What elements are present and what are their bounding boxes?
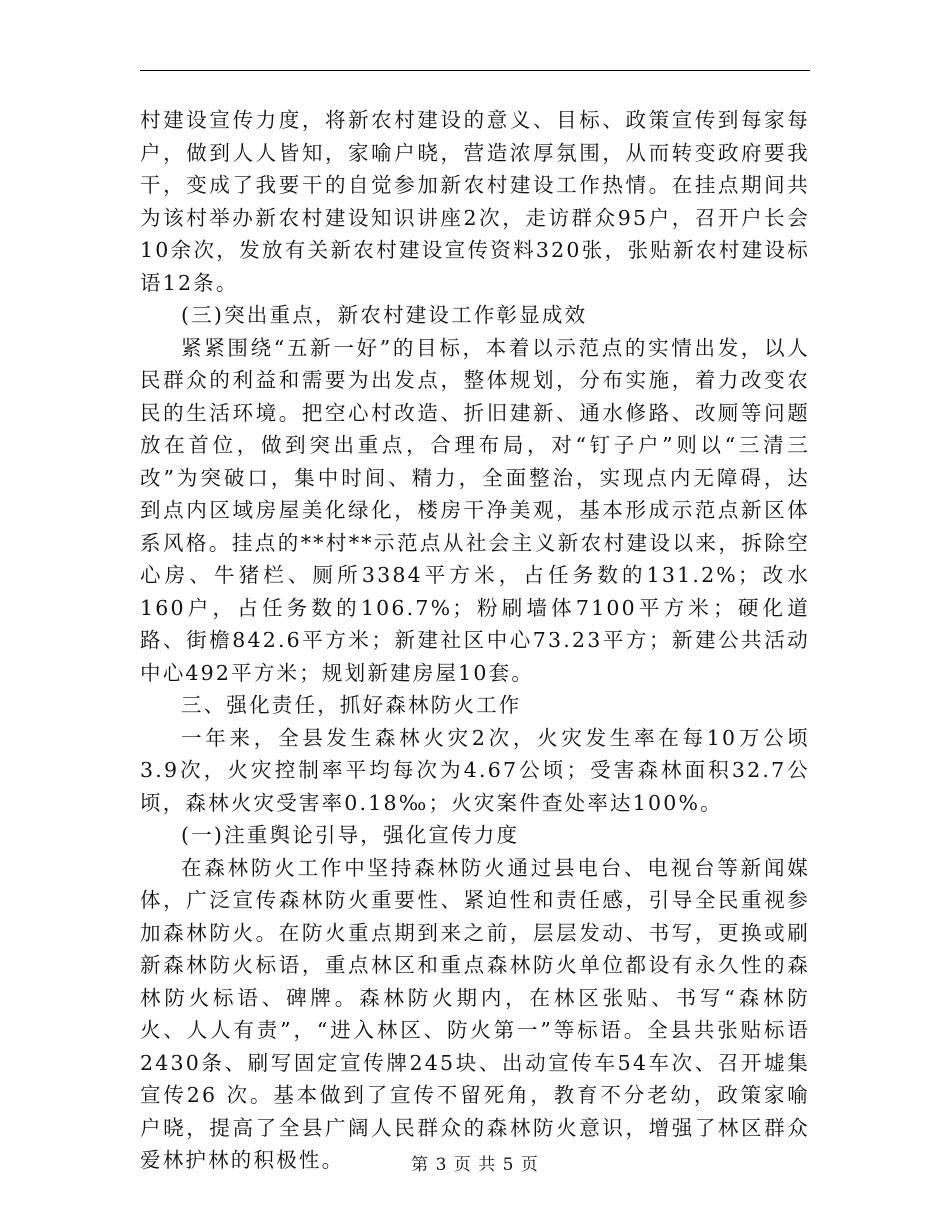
heading-key-points: (三)突出重点，新农村建设工作彰显成效 [181, 303, 588, 327]
paragraph-village-publicity: 村建设宣传力度，将新农村建设的意义、目标、政策宣传到每家每户，做到人人皆知，家喻户晓，营造浓厚氛围，从而转变政府要我干，变成了我要干的自觉参加新农村建设工作热情。在挂点期间共为该村举办新农村建设知识讲座2次，走访群众95户，召开户长会10余次，发放有关新农村建设宣传资料320张，张贴新农村建设标语12条。 [140, 108, 810, 295]
document-body [140, 104, 810, 1177]
header-rule [140, 70, 810, 71]
heading-forest-fire-prevention: 三、强化责任，抓好森林防火工作 [181, 693, 522, 717]
page-number: 第 3 页 共 5 页 [411, 1155, 539, 1175]
heading-public-opinion: (一)注重舆论引导，强化宣传力度 [181, 823, 520, 847]
paragraph-demonstration-site: 紧紧围绕“五新一好”的目标，本着以示范点的实情出发，以人民群众的利益和需要为出发点，整体规划，分布实施，着力改变农民的生活环境。把空心村改造、折旧建新、通水修路、改厕等问题放在首位，做到突出重点，合理布局，对“钉子户”则以“三清三改”为突破口，集中时间、精力，全面整治，实现点内无障碍，达到点内区域房屋美化绿化，楼房干净美观，基本形成示范点新区体系风格。挂点的**村**示范点从社会主义新农村建设以来，拆除空心房、牛猪栏、厕所3384平方米，占任务数的131.2%；改水160户，占任务数的106.7%；粉刷墙体7100平方米；硬化道路、街檐842.6平方米；新建社区中心73.23平方；新建公共活动中心492平方米；规划新建房屋10套。 [140, 335, 810, 685]
paragraph-fire-publicity: 在森林防火工作中坚持森林防火通过县电台、电视台等新闻媒体，广泛宣传森林防火重要性、紧迫性和责任感，引导全民重视参加森林防火。在防火重点期到来之前，层层发动、书写，更换或刷新森林防火标语，重点林区和重点森林防火单位都设有永久性的森林防火标语、碑牌。森林防火期内，在林区张贴、书写“森林防火、人人有责”，“进入林区、防火第一”等标语。全县共张贴标语2430条、刷写固定宣传牌245块、出动宣传车54车次、召开墟集宣传26 次。基本做到了宣传不留死角，教育不分老幼，政策家喻户晓，提高了全县广阔人民群众的森林防火意识，增强了林区群众爱林护林的积极性。 [140, 855, 810, 1172]
paragraph-fire-statistics: 一年来，全县发生森林火灾2次，火灾发生率在每10万公顷3.9次，火灾控制率平均每次为4.67公顷；受害森林面积32.7公顷，森林火灾受害率0.18‰；火灾案件查处率达100%。 [140, 725, 810, 815]
